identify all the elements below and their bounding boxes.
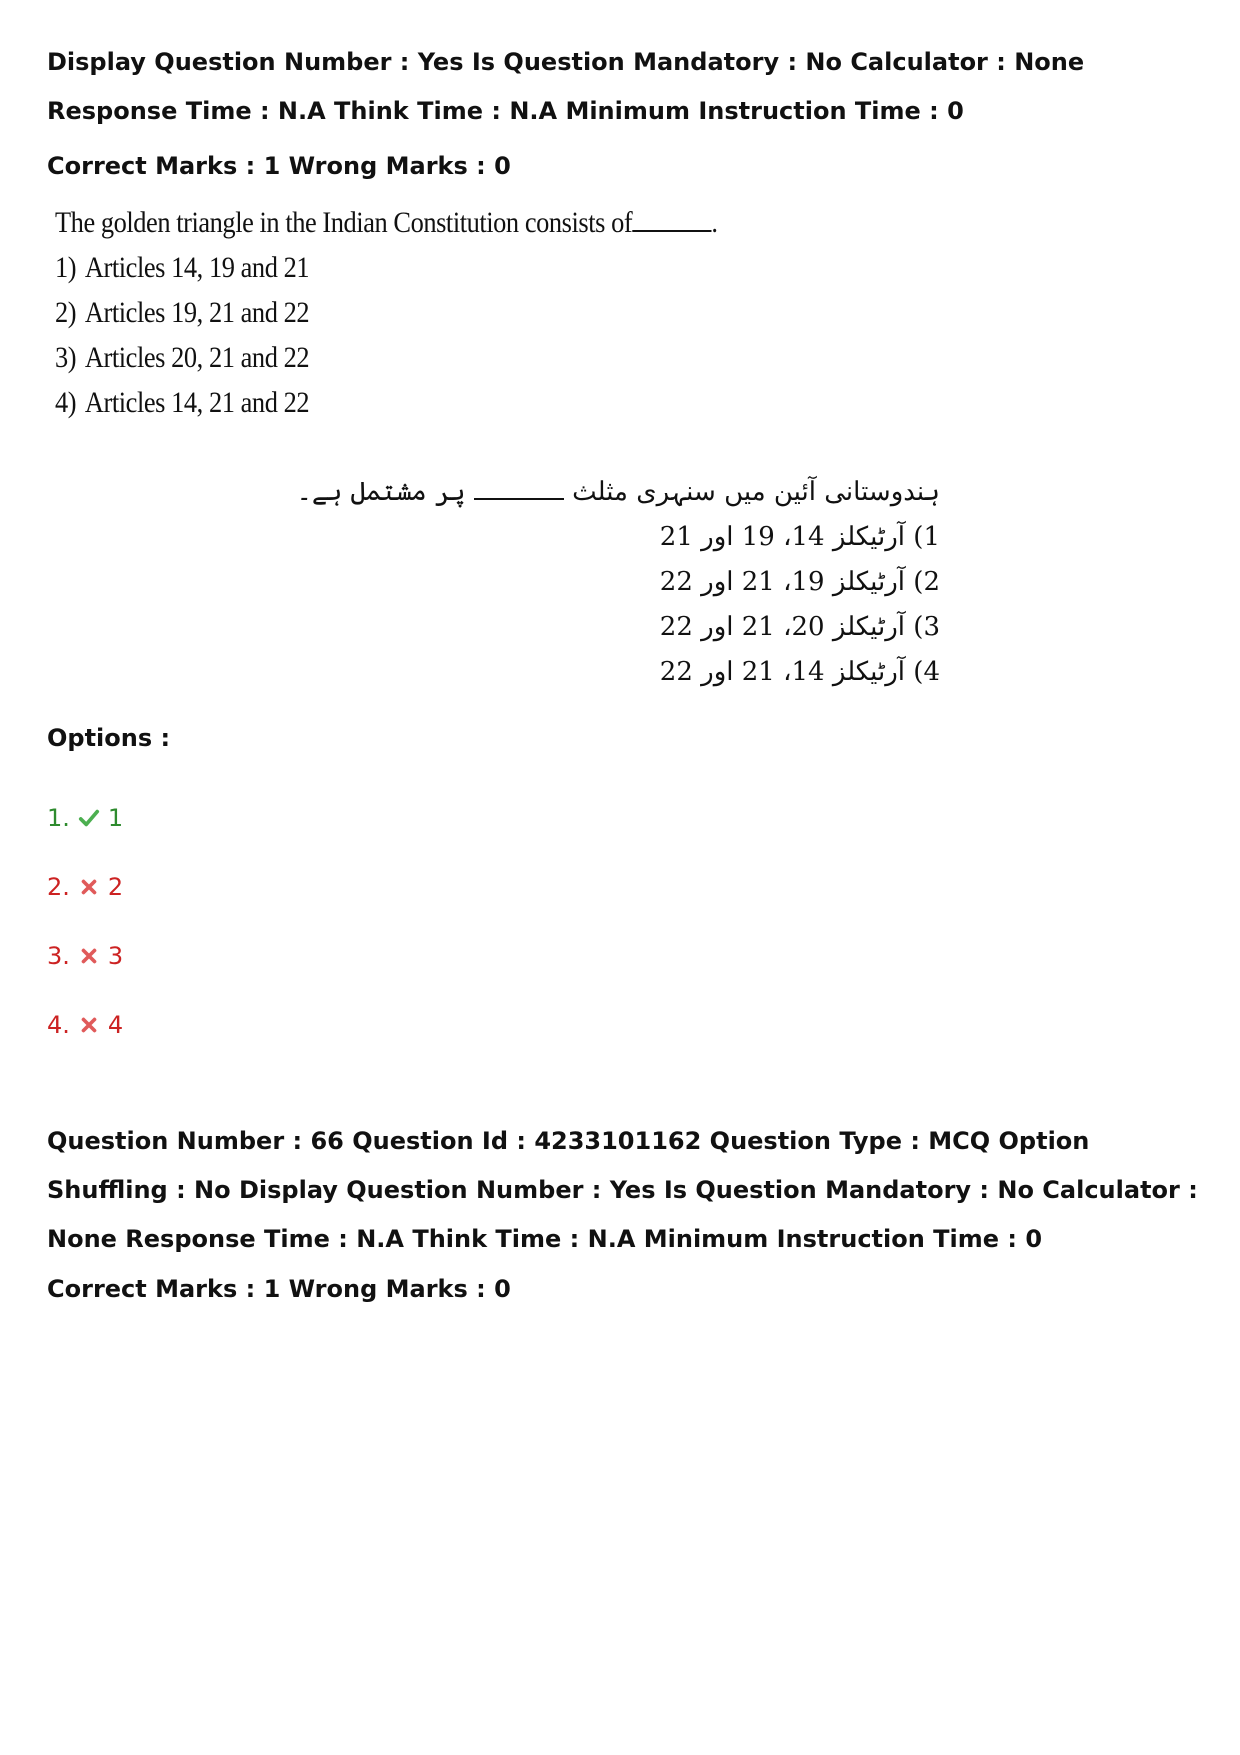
option-value: 3 — [107, 942, 124, 970]
choice-number: 3) — [913, 612, 940, 642]
option-value: 2 — [107, 873, 124, 901]
cross-icon — [78, 945, 100, 967]
option-number: 1. — [47, 804, 70, 832]
choice-text: Articles 14, 19 and 21 — [84, 251, 310, 284]
question-stem-ur-end: پر مشتمل ہے۔ — [296, 477, 466, 507]
option-value: 1 — [107, 804, 124, 832]
choice-number: 4) — [55, 386, 77, 419]
choice-text: آرٹیکلز 14، 21 اور 22 — [659, 657, 906, 687]
question-urdu — [296, 470, 940, 695]
choice-text: Articles 20, 21 and 22 — [84, 341, 310, 374]
choice-number: 1) — [55, 251, 77, 284]
choice-number: 2) — [55, 296, 77, 329]
cross-icon — [78, 876, 100, 898]
option-item — [47, 873, 123, 901]
choice-en — [55, 380, 718, 425]
question-stem-text: The golden triangle in the Indian Constitution consists of — [55, 206, 633, 239]
question-meta-info: Question Number : 66 Question Id : 4233101162 Question Type : MCQ Option Shuffling : No Display Question Number : Yes Is Question Mandatory : No Calculator : None Response Time : N.A Think Time : N.A Minimum Instruction Time : 0 — [47, 1127, 1198, 1253]
choice-number: 1) — [913, 522, 940, 552]
choice-number: 3) — [55, 341, 77, 374]
choice-ur — [490, 605, 940, 650]
choice-ur — [490, 560, 940, 605]
question-english — [55, 200, 718, 425]
question-meta-info: Display Question Number : Yes Is Question Mandatory : No Calculator : None Response Time : N.A Think Time : N.A Minimum Instruction Time : 0 — [47, 48, 1085, 125]
choice-text: آرٹیکلز 14، 19 اور 21 — [659, 522, 906, 552]
question-marks-info: Correct Marks : 1 Wrong Marks : 0 — [47, 152, 511, 180]
choice-ur — [490, 515, 940, 560]
option-value: 4 — [107, 1011, 124, 1039]
option-number: 4. — [47, 1011, 70, 1039]
choice-ur — [490, 650, 940, 695]
question-marks-info: Correct Marks : 1 Wrong Marks : 0 — [47, 1275, 511, 1303]
question-stem-ur — [296, 470, 940, 515]
choice-en — [55, 245, 718, 290]
choice-number: 2) — [913, 567, 940, 597]
answer-blank — [632, 206, 711, 232]
choice-number: 4) — [913, 657, 940, 687]
choice-en — [55, 290, 718, 335]
question-stem-ur-start: ہندوستانی آئین میں سنہری مثلث — [572, 477, 940, 507]
check-icon — [78, 807, 100, 829]
question-stem-end: . — [711, 206, 718, 239]
option-number: 3. — [47, 942, 70, 970]
choice-text: Articles 14, 21 and 22 — [84, 386, 310, 419]
answer-blank — [474, 478, 564, 500]
options-label: Options : — [47, 724, 171, 752]
option-item — [47, 1011, 123, 1039]
option-number: 2. — [47, 873, 70, 901]
option-item — [47, 942, 123, 970]
choice-text: آرٹیکلز 20، 21 اور 22 — [659, 612, 906, 642]
question-stem-en — [55, 200, 718, 245]
choice-text: Articles 19, 21 and 22 — [84, 296, 310, 329]
cross-icon — [78, 1014, 100, 1036]
choice-text: آرٹیکلز 19، 21 اور 22 — [659, 567, 906, 597]
choice-en — [55, 335, 718, 380]
option-item — [47, 804, 123, 832]
